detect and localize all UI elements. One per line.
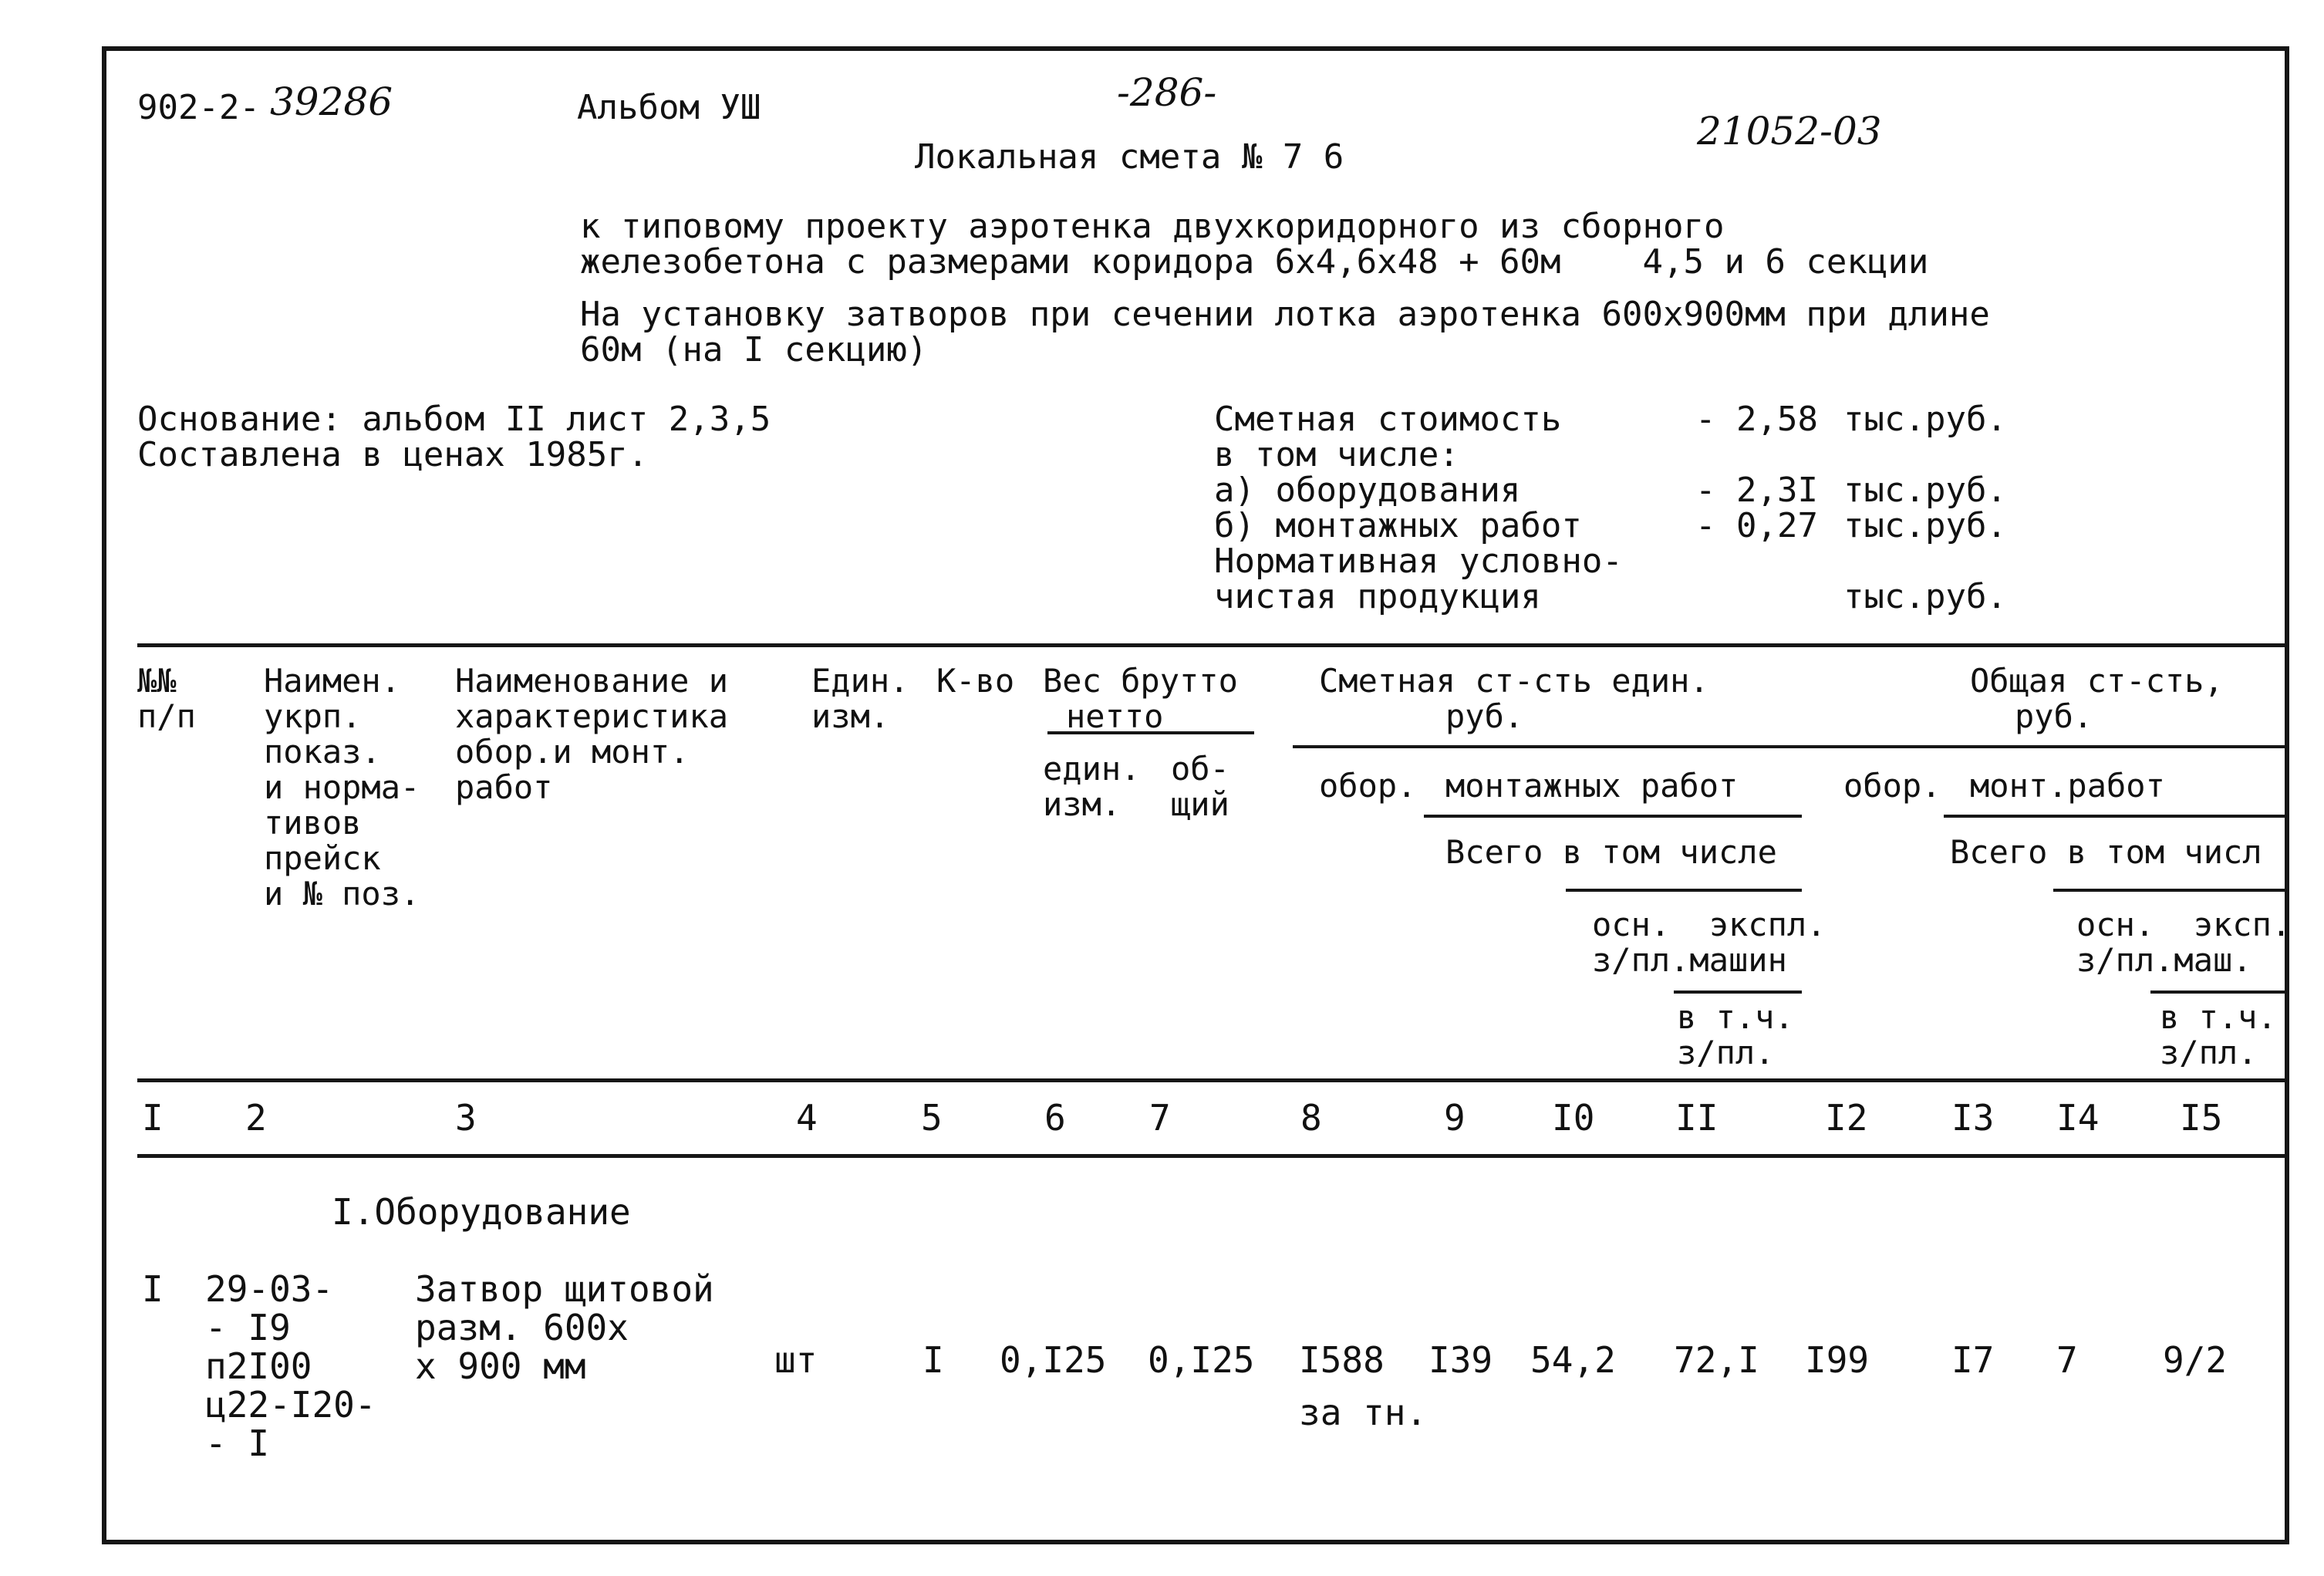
all-incl2-underline bbox=[2053, 889, 2289, 892]
column-number-5: 5 bbox=[921, 1097, 943, 1139]
column-number-13: I3 bbox=[1951, 1097, 1995, 1139]
col-qty-header: К-во bbox=[936, 662, 1015, 700]
row-code: 29-03- - I9 п2I00 ц22-I20- - I bbox=[205, 1268, 376, 1464]
equipment-subheader-2: обор. bbox=[1843, 767, 1941, 805]
column-number-1: I bbox=[142, 1097, 164, 1139]
column-numbers-bottom-line bbox=[137, 1154, 2289, 1158]
base-wage-subheader: осн. экспл. з/пл.машин bbox=[1592, 906, 1826, 979]
project-line-2: железобетона с размерами коридора 6х4,6х48 + 60м 4,5 и 6 секции bbox=[580, 242, 1929, 282]
normative-label-2: чистая продукция bbox=[1214, 577, 1541, 616]
project-line-4: 60м (на I секцию) bbox=[580, 330, 928, 370]
base-wage2-underline bbox=[2150, 990, 2289, 994]
column-number-2: 2 bbox=[245, 1097, 267, 1139]
cost-header-line bbox=[1293, 745, 2289, 748]
row-col10: 54,2 bbox=[1530, 1339, 1616, 1381]
col-weight-unit: един. изм. bbox=[1043, 750, 1141, 823]
total-cost-label: Сметная стоимость bbox=[1214, 400, 1562, 439]
col-weight-net: нетто bbox=[1066, 697, 1164, 735]
col-weight-header: Вес брутто bbox=[1043, 662, 1238, 700]
document-title: Локальная смета № 7 6 bbox=[915, 137, 1344, 177]
column-number-12: I2 bbox=[1825, 1097, 1868, 1139]
equipment-subheader: обор. bbox=[1319, 767, 1417, 805]
col-unit-header: Един. изм. bbox=[811, 662, 909, 735]
install2-underline bbox=[1944, 815, 2289, 818]
column-number-10: I0 bbox=[1552, 1097, 1595, 1139]
row-col14: 7 bbox=[2056, 1339, 2078, 1381]
column-number-3: 3 bbox=[455, 1097, 477, 1139]
install-underline bbox=[1424, 815, 1802, 818]
including-label: в том числе: bbox=[1214, 435, 1459, 474]
equipment-cost-value: - 2,3I bbox=[1695, 471, 1818, 510]
row-col15: 9/2 bbox=[2163, 1339, 2228, 1381]
unit-cost-rub: руб. bbox=[1445, 697, 1524, 735]
column-number-7: 7 bbox=[1149, 1097, 1171, 1139]
incl-wage-subheader-2: в т.ч. з/пл. bbox=[2160, 998, 2277, 1071]
inventory-number: 21052-03 bbox=[1697, 109, 1882, 154]
project-line-3: На установку затворов при сечении лотка аэротенка 600х900мм при длине bbox=[580, 295, 1990, 334]
basis-line-1: Основание: альбом II лист 2,3,5 bbox=[137, 400, 771, 439]
install-cost-label: б) монтажных работ bbox=[1214, 506, 1582, 545]
incl-wage-subheader: в т.ч. з/пл. bbox=[1677, 998, 1794, 1071]
install-cost-unit: тыс.руб. bbox=[1843, 506, 2007, 545]
project-code-prefix: 902-2- bbox=[137, 88, 260, 127]
col-weight-total: об- щий bbox=[1171, 750, 1229, 823]
column-number-4: 4 bbox=[796, 1097, 818, 1139]
col-name-header: Наименование и характеристика обор.и монт. работ bbox=[455, 662, 729, 806]
row-name: Затвор щитовой разм. 600х х 900 мм bbox=[415, 1268, 714, 1387]
row-weight-total: 0,I25 bbox=[1148, 1339, 1255, 1381]
column-number-6: 6 bbox=[1044, 1097, 1066, 1139]
page-number: -286- bbox=[1117, 70, 1217, 115]
row-number: I bbox=[142, 1268, 164, 1310]
all-incl-subheader-2: Всего в том числ bbox=[1950, 833, 2262, 871]
album-label: Альбом УШ bbox=[577, 88, 761, 127]
column-number-9: 9 bbox=[1444, 1097, 1466, 1139]
equipment-cost-label: а) оборудования bbox=[1214, 471, 1521, 510]
all-incl-underline bbox=[1566, 889, 1802, 892]
row-unit: шт bbox=[774, 1339, 818, 1381]
col-number-header: №№ п/п bbox=[137, 662, 196, 735]
project-line-1: к типовому проекту аэротенка двухкоридорного из сборного bbox=[580, 207, 1725, 246]
base-wage-underline bbox=[1674, 990, 1802, 994]
total-cost-header: Общая ст-сть, bbox=[1970, 662, 2224, 700]
row-col13: I7 bbox=[1951, 1339, 1995, 1381]
col-code-header: Наимен. укрп. показ. и норма- тивов прейск и № поз. bbox=[264, 662, 420, 913]
row-col9: I39 bbox=[1428, 1339, 1493, 1381]
project-code-handwritten: 39286 bbox=[270, 79, 393, 124]
column-number-8: 8 bbox=[1300, 1097, 1322, 1139]
row-quantity: I bbox=[923, 1339, 944, 1381]
row-col8-note: за тн. bbox=[1299, 1392, 1428, 1433]
column-number-14: I4 bbox=[2056, 1097, 2100, 1139]
total-cost-unit: тыс.руб. bbox=[1843, 400, 2007, 439]
equipment-cost-unit: тыс.руб. bbox=[1843, 471, 2007, 510]
row-col8: I588 bbox=[1299, 1339, 1385, 1381]
normative-label-1: Нормативная условно- bbox=[1214, 542, 1623, 581]
unit-cost-header: Сметная ст-сть един. bbox=[1319, 662, 1709, 700]
install-works-subheader: монтажных работ bbox=[1445, 767, 1739, 805]
column-number-11: II bbox=[1675, 1097, 1719, 1139]
row-col12: I99 bbox=[1805, 1339, 1870, 1381]
install-cost-value: - 0,27 bbox=[1695, 506, 1818, 545]
basis-line-2: Составлена в ценах 1985г. bbox=[137, 435, 649, 474]
table-header-bottom-line bbox=[137, 1078, 2289, 1082]
all-incl-subheader: Всего в том числе bbox=[1445, 833, 1777, 871]
total-cost-value: - 2,58 bbox=[1695, 400, 1818, 439]
base-wage-subheader-2: осн. эксп. з/пл.маш. bbox=[2076, 906, 2292, 979]
row-col11: 72,I bbox=[1674, 1339, 1759, 1381]
normative-unit: тыс.руб. bbox=[1843, 577, 2007, 616]
section-title: I.Оборудование bbox=[332, 1191, 631, 1233]
install-works-subheader-2: монт.работ bbox=[1970, 767, 2165, 805]
total-cost-rub: руб. bbox=[2015, 697, 2093, 735]
table-top-line bbox=[137, 643, 2289, 647]
row-weight-unit: 0,I25 bbox=[1000, 1339, 1107, 1381]
column-number-15: I5 bbox=[2180, 1097, 2223, 1139]
